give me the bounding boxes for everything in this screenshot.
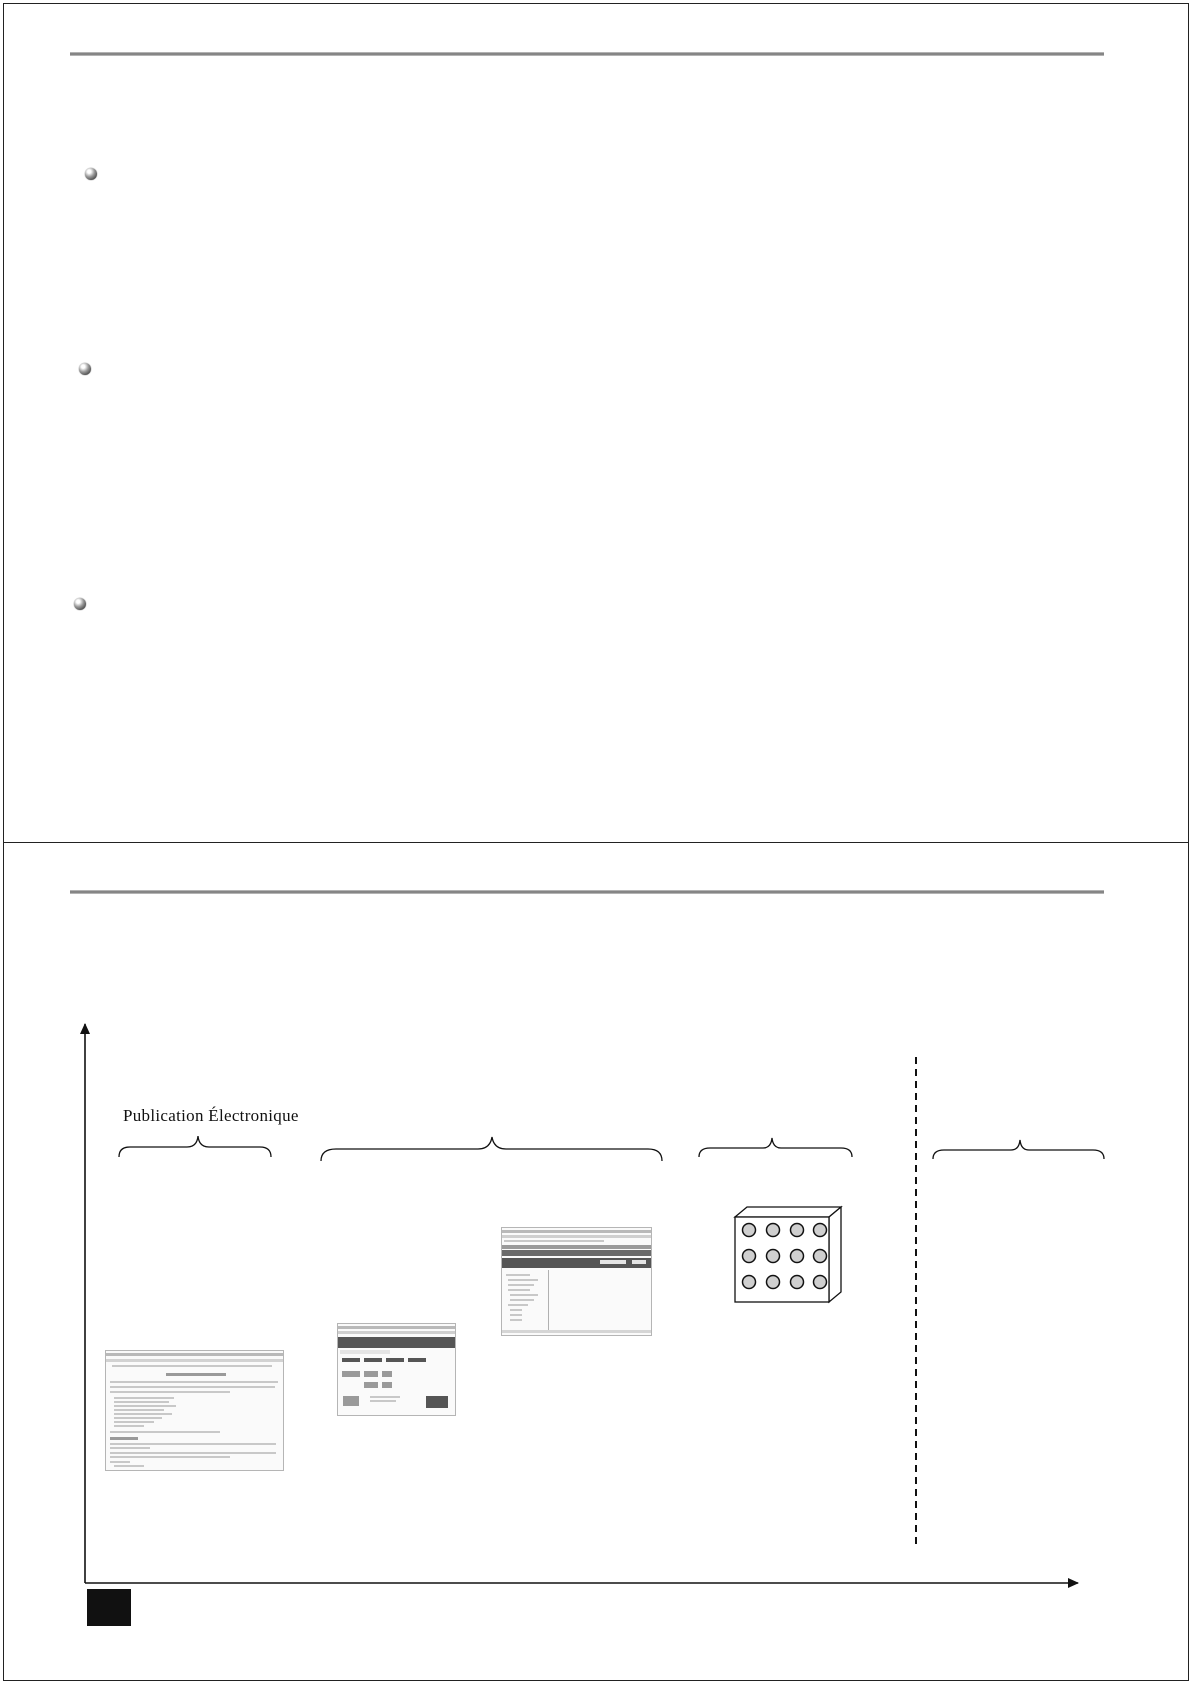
slide-top bbox=[3, 3, 1189, 843]
bullet-icon bbox=[85, 168, 97, 180]
bullet-icon bbox=[74, 598, 86, 610]
screenshot-thumbnail-document bbox=[105, 1350, 284, 1471]
title-rule bbox=[70, 890, 1104, 894]
screenshot-thumbnail-webpage bbox=[337, 1323, 456, 1416]
category-label-publication: Publication Électronique bbox=[123, 1106, 299, 1125]
title-rule bbox=[70, 52, 1104, 56]
screenshot-thumbnail-application bbox=[501, 1227, 652, 1336]
bullet-icon bbox=[79, 363, 91, 375]
slide-number-box bbox=[87, 1589, 131, 1626]
